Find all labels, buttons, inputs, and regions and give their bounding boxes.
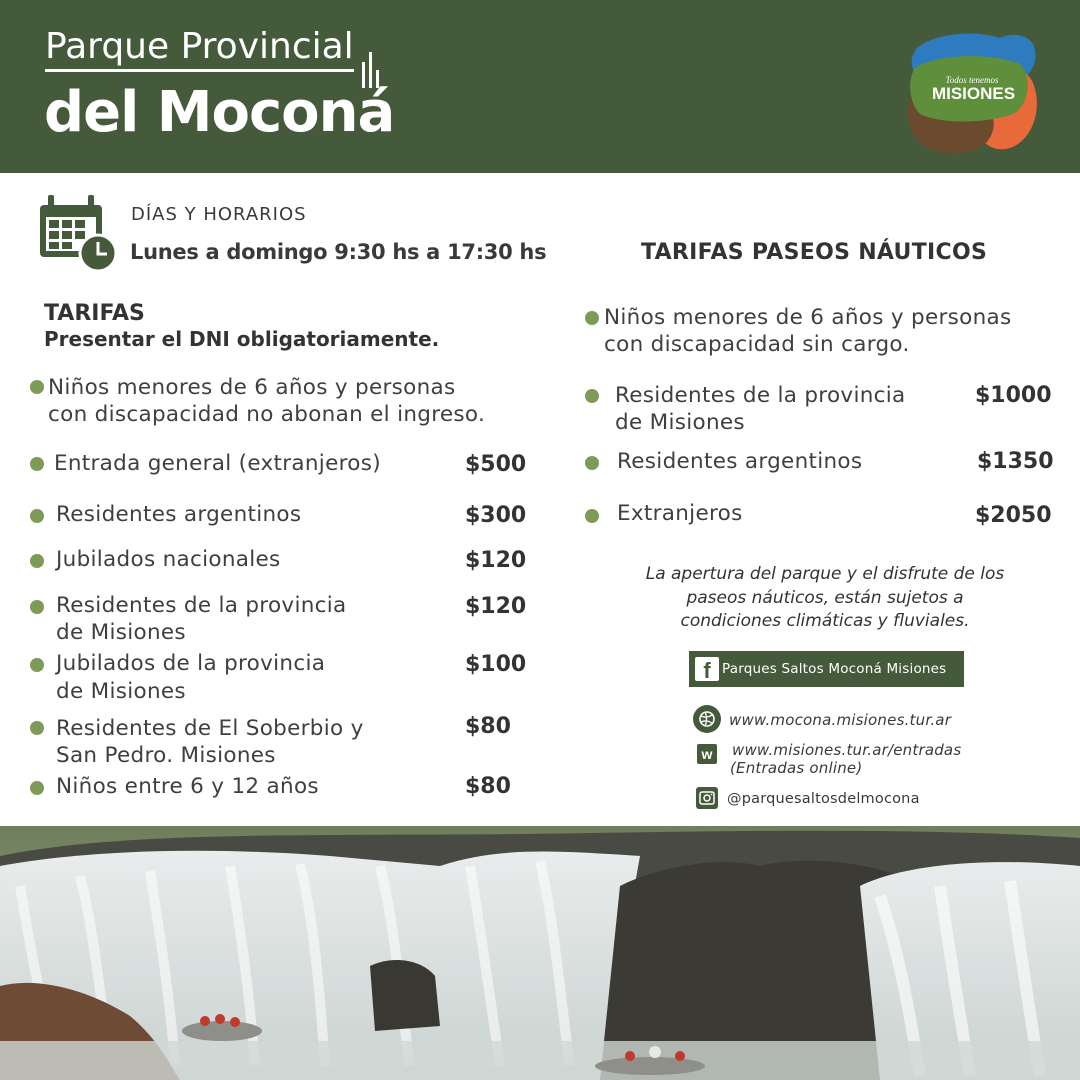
facebook-label: Parques Saltos Moconá Misiones (722, 661, 947, 677)
tarifa-item-label: Jubilados nacionales (56, 547, 281, 572)
schedule-value: Lunes a domingo 9:30 hs a 17:30 hs (130, 240, 547, 264)
tarifa-item-label: Entrada general (extranjeros) (54, 451, 381, 476)
nautic-item-price: $1000 (975, 383, 1052, 408)
logo-tagline: Todos tenemos (945, 75, 999, 85)
schedule-label: DÍAS Y HORARIOS (131, 204, 307, 225)
nautic-note-line2: con discapacidad sin cargo. (604, 332, 910, 357)
tarifa-item-price: $80 (465, 774, 511, 799)
nautic-item-label: Extranjeros (617, 501, 743, 526)
bullet-icon (30, 658, 44, 672)
logo-name: MISIONES (931, 84, 1016, 103)
bullet-icon (30, 781, 44, 795)
tarifa-item-label: Residentes de la provincia (56, 593, 347, 618)
tarifa-item-label: Residentes argentinos (56, 502, 302, 527)
nautic-item-label: Residentes de la provincia (615, 383, 906, 408)
website-link[interactable]: www.mocona.misiones.tur.ar (729, 711, 952, 729)
bullet-icon (30, 554, 44, 568)
tickets-web-icon: w (697, 744, 717, 764)
nautic-item-label-cont: de Misiones (615, 410, 745, 435)
tarifa-item-price: $120 (465, 548, 527, 573)
park-title-line2: del Moconá (44, 80, 395, 145)
header-banner (0, 0, 1080, 173)
park-title-line1: Parque Provincial (45, 26, 354, 72)
tarifa-item-label: Jubilados de la provincia (56, 651, 326, 676)
bullet-icon (585, 311, 599, 325)
tickets-link[interactable]: www.misiones.tur.ar/entradas (732, 741, 962, 759)
tarifa-item-price: $100 (465, 652, 527, 677)
nautic-note-line1: Niños menores de 6 años y personas (604, 305, 1012, 330)
bullet-icon (30, 380, 44, 394)
nautic-item-label: Residentes argentinos (617, 449, 863, 474)
tarifa-item-label: Residentes de El Soberbio y (56, 716, 364, 741)
bullet-icon (30, 721, 44, 735)
tarifas-note-line2: con discapacidad no abonan el ingreso. (48, 402, 486, 427)
bullet-icon (585, 389, 599, 403)
calendar-clock-icon (38, 193, 118, 273)
bullet-icon (585, 456, 599, 470)
tarifa-item-label-cont: de Misiones (56, 620, 186, 645)
tarifa-item-price: $80 (465, 714, 511, 739)
instagram-icon (696, 787, 718, 809)
conditions-line2: paseos náuticos, están sujetos a (686, 587, 964, 608)
bullet-icon (30, 457, 44, 471)
tarifas-heading: TARIFAS (44, 301, 145, 326)
tarifa-item-price: $300 (465, 503, 527, 528)
tarifa-item-price: $500 (465, 452, 527, 477)
facebook-icon: f (695, 657, 719, 681)
conditions-line1: La apertura del parque y el disfrute de los (645, 564, 1005, 584)
instagram-handle[interactable]: @parquesaltosdelmocona (727, 791, 920, 807)
bullet-icon (30, 600, 44, 614)
nautic-item-price: $2050 (975, 503, 1052, 528)
facebook-link[interactable] (689, 651, 964, 687)
tarifa-item-price: $120 (465, 594, 527, 619)
conditions-line3: condiciones climáticas y fluviales. (680, 611, 970, 631)
globe-icon (693, 705, 721, 733)
tarifa-item-label: Niños entre 6 y 12 años (56, 774, 319, 799)
tarifas-note-line1: Niños menores de 6 años y personas (48, 375, 456, 400)
tarifas-subheading: Presentar el DNI obligatoriamente. (44, 327, 440, 351)
tarifa-item-label-cont: San Pedro. Misiones (56, 743, 276, 768)
nautic-item-price: $1350 (977, 449, 1054, 474)
tickets-note: (Entradas online) (730, 759, 863, 777)
nautic-heading: TARIFAS PASEOS NÁUTICOS (641, 240, 988, 265)
waterfall-photo (0, 826, 1080, 1080)
bullet-icon (585, 509, 599, 523)
bullet-icon (30, 509, 44, 523)
tarifa-item-label-cont: de Misiones (56, 679, 186, 704)
conditions-note (610, 563, 1040, 634)
